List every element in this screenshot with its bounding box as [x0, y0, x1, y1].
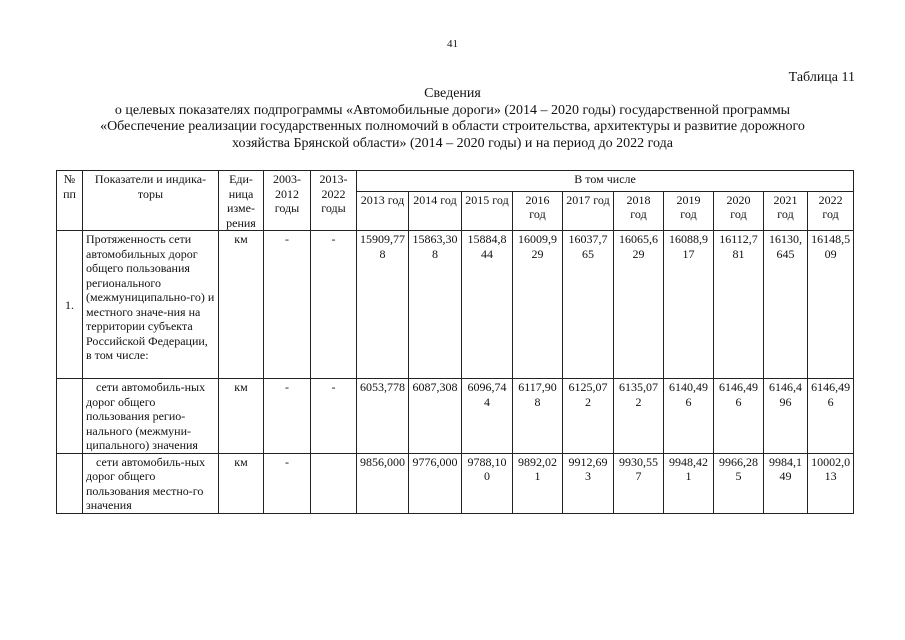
header-year: 2017 год [563, 191, 614, 230]
value-cell: 16065,629 [614, 231, 664, 379]
indicator-cell: сети автомобиль-ных дорог общего пользования регио-нального (межмуни-ципального) значения [83, 379, 219, 454]
header-year: 2018 год [614, 191, 664, 230]
header-group: В том числе [357, 171, 854, 192]
value-cell: 9912,693 [563, 453, 614, 513]
title-line: хозяйства Брянской области» (2014 – 2020 годы) и на период до 2022 года [232, 135, 673, 151]
header-unit: Еди-ница изме-рения [219, 171, 264, 231]
header-year: 2022 год [808, 191, 854, 230]
value-cell: 6087,308 [409, 379, 462, 454]
header-year: 2020 год [714, 191, 764, 230]
value-cell: 6146,496 [808, 379, 854, 454]
period-2003-2012-cell: - [264, 231, 311, 379]
table-row [57, 453, 854, 513]
period-2013-2022-cell [311, 453, 357, 513]
title-line: о целевых показателях подпрограммы «Автомобильные дороги» (2014 – 2020 годы) государственной программы [114, 102, 791, 118]
value-cell: 15884,844 [462, 231, 513, 379]
value-cell: 9856,000 [357, 453, 409, 513]
value-cell: 15909,778 [357, 231, 409, 379]
table-label: Таблица 11 [788, 70, 855, 85]
unit-cell: км [219, 379, 264, 454]
indicator-cell: Протяженность сети автомобильных дорог общего пользования регионального (межмуниципально-го) и местного значе-ния на территории субъекта Российской Федерации, в том числе: [83, 231, 219, 379]
header-period-2013-2022: 2013-2022 годы [311, 171, 357, 231]
value-cell: 9788,100 [462, 453, 513, 513]
title-line: Сведения [424, 86, 481, 101]
value-cell: 6135,072 [614, 379, 664, 454]
value-cell: 16148,509 [808, 231, 854, 379]
period-2013-2022-cell: - [311, 231, 357, 379]
value-cell: 6117,908 [513, 379, 563, 454]
unit-cell: км [219, 231, 264, 379]
header-row [57, 171, 854, 192]
unit-cell: км [219, 453, 264, 513]
value-cell: 16130,645 [764, 231, 808, 379]
value-cell: 9930,557 [614, 453, 664, 513]
header-year: 2016 год [513, 191, 563, 230]
header-num: № пп [57, 171, 83, 231]
document-title [30, 86, 875, 152]
row-number [57, 453, 83, 513]
value-cell: 9948,421 [664, 453, 714, 513]
value-cell: 9984,149 [764, 453, 808, 513]
period-2003-2012-cell: - [264, 379, 311, 454]
value-cell: 16037,765 [563, 231, 614, 379]
value-cell: 16088,917 [664, 231, 714, 379]
period-2013-2022-cell: - [311, 379, 357, 454]
row-number: 1. [57, 231, 83, 379]
value-cell: 15863,308 [409, 231, 462, 379]
value-cell: 6146,496 [714, 379, 764, 454]
value-cell: 6053,778 [357, 379, 409, 454]
value-cell: 6146,496 [764, 379, 808, 454]
header-year: 2014 год [409, 191, 462, 230]
value-cell: 9776,000 [409, 453, 462, 513]
value-cell: 10002,013 [808, 453, 854, 513]
indicator-cell: сети автомобиль-ных дорог общего пользования местно-го значения [83, 453, 219, 513]
row-number [57, 379, 83, 454]
table-row [57, 379, 854, 454]
value-cell: 16009,929 [513, 231, 563, 379]
value-cell: 9966,285 [714, 453, 764, 513]
page-number: 41 [447, 38, 458, 50]
indicators-table [56, 170, 854, 514]
header-indicator: Показатели и индика-торы [83, 171, 219, 231]
value-cell: 6125,072 [563, 379, 614, 454]
title-line: «Обеспечение реализации государственных полномочий в области строительства, архитектуры и развитие дорожного [100, 119, 805, 134]
value-cell: 16112,781 [714, 231, 764, 379]
value-cell: 6096,744 [462, 379, 513, 454]
header-year: 2015 год [462, 191, 513, 230]
value-cell: 9892,021 [513, 453, 563, 513]
table-row [57, 231, 854, 379]
period-2003-2012-cell: - [264, 453, 311, 513]
value-cell: 6140,496 [664, 379, 714, 454]
header-year: 2019 год [664, 191, 714, 230]
header-year: 2021 год [764, 191, 808, 230]
header-year: 2013 год [357, 191, 409, 230]
table-body [57, 231, 854, 514]
header-period-2003-2012: 2003-2012 годы [264, 171, 311, 231]
